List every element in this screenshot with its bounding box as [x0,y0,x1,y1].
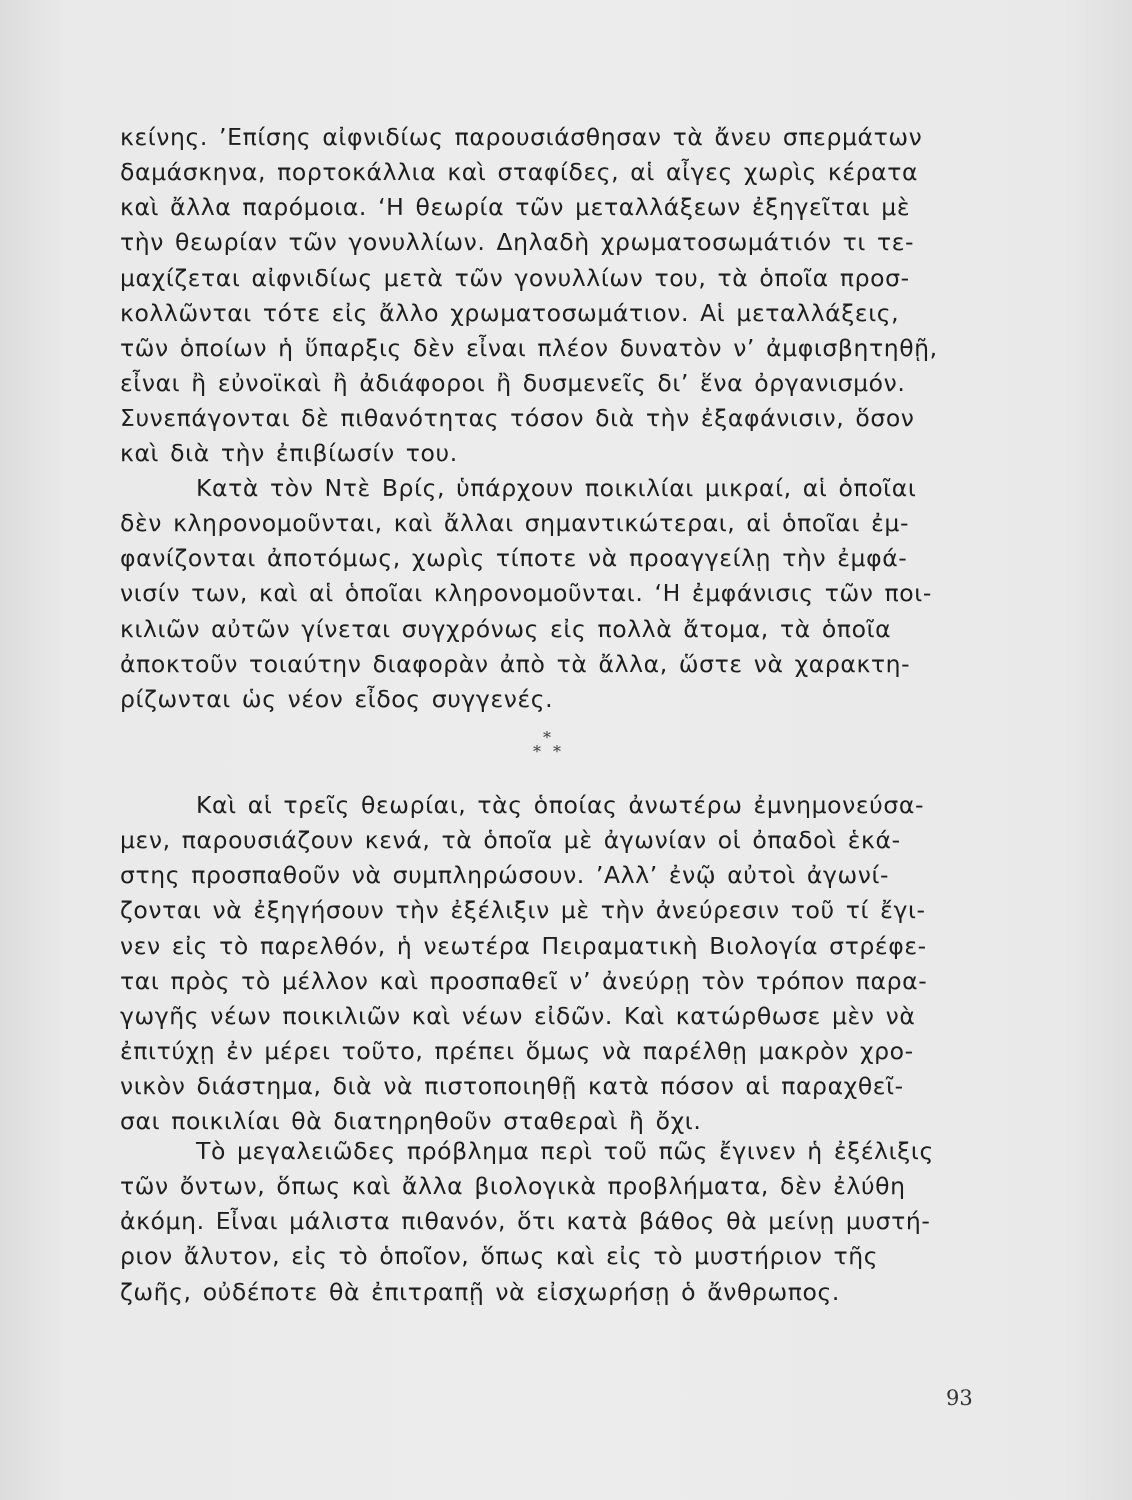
text-line: Τὸ μεγαλειῶδες πρόβλημα περὶ τοῦ πῶς ἔγινεν ἡ ἐξέλιξις [196,1137,934,1165]
text-line: γωγῆς νέων ποικιλιῶν καὶ νέων εἰδῶν. Καὶ κατώρθωσε μὲν νὰ [120,1002,916,1030]
asterisk-left: * [533,742,541,761]
text-line: καὶ διὰ τὴν ἐπιβίωσίν του. [120,439,458,467]
text-line: ζωῆς, οὐδέποτε θὰ ἐπιτραπῇ νὰ εἰσχωρήσῃ ὁ ἄνθρωπος. [120,1278,840,1306]
asterisk-right: * [553,742,561,761]
text-line: ται πρὸς τὸ μέλλον καὶ προσπαθεῖ ν’ ἀνεύρῃ τὸν τρόπον παρα- [120,967,928,995]
text-line: ἐπιτύχῃ ἐν μέρει τοῦτο, πρέπει ὅμως νὰ παρέλθῃ μακρὸν χρο- [120,1037,914,1065]
text-line: νικὸν διάστημα, διὰ νὰ πιστοποιηθῇ κατὰ πόσον αἱ παραχθεῖ- [120,1072,904,1100]
text-line: Καὶ αἱ τρεῖς θεωρίαι, τὰς ὁποίας ἀνωτέρω ἐμνημονεύσα- [196,791,925,819]
asterisk-top: * [543,728,551,747]
text-line: μαχίζεται αἰφνιδίως μετὰ τῶν γονυλλίων του, τὰ ὁποῖα προσ- [120,264,910,292]
text-line: ριον ἄλυτον, εἰς τὸ ὁποῖον, ὅπως καὶ εἰς τὸ μυστήριον τῆς [120,1242,879,1270]
text-line: καὶ ἄλλα παρόμοια. ‘Η θεωρία τῶν μεταλλάξεων ἐξηγεῖται μὲ [120,193,911,221]
text-line: ζονται νὰ ἐξηγήσουν τὴν ἐξέλιξιν μὲ τὴν ἀνεύρεσιν τοῦ τί ἔγι- [120,896,926,924]
text-line: μεν, παρουσιάζουν κενά, τὰ ὁποῖα μὲ ἀγωνίαν οἱ ὀπαδοὶ ἑκά- [120,826,901,854]
text-line: σαι ποικιλίαι θὰ διατηρηθοῦν σταθεραὶ ἢ ὄχι. [120,1107,702,1135]
page-number: 93 [946,1386,973,1410]
text-line: φανίζονται ἀποτόμως, χωρὶς τίποτε νὰ προαγγείλῃ τὴν ἐμφά- [120,544,908,572]
text-line: ἀκόμη. Εἶναι μάλιστα πιθανόν, ὅτι κατὰ βάθος θὰ μείνῃ μυστή- [120,1207,931,1235]
text-line: τῶν ὄντων, ὅπως καὶ ἄλλα βιολογικὰ προβλήματα, δὲν ἐλύθη [120,1172,906,1200]
text-line: δαμάσκηνα, πορτοκάλλια καὶ σταφίδες, αἱ αἶγες χωρὶς κέρατα [120,158,919,186]
section-asterism [525,728,585,768]
text-line: τὴν θεωρίαν τῶν γονυλλίων. Δηλαδὴ χρωματοσωμάτιόν τι τε- [120,228,915,256]
text-line: κιλιῶν αὐτῶν γίνεται συγχρόνως εἰς πολλὰ ἄτομα, τὰ ὁποῖα [120,615,892,643]
text-line: Κατὰ τὸν Ντὲ Βρίς, ὑπάρχουν ποικιλίαι μικραί, αἱ ὁποῖαι [196,474,917,502]
text-line: νισίν των, καὶ αἱ ὁποῖαι κληρονομοῦνται. ‘Η ἐμφάνισις τῶν ποι- [120,579,932,607]
text-line: ἀποκτοῦν τοιαύτην διαφορὰν ἀπὸ τὰ ἄλλα, ὥστε νὰ χαρακτη- [120,650,911,678]
text-line: κείνης. ’Επίσης αἰφνιδίως παρουσιάσθησαν τὰ ἄνευ σπερμάτων [120,123,923,151]
text-line: εἶναι ἢ εὐνοϊκαὶ ἢ ἀδιάφοροι ἢ δυσμενεῖς δι’ ἕνα ὀργανισμόν. [120,369,906,397]
text-line: Συνεπάγονται δὲ πιθανότητας τόσον διὰ τὴν ἐξαφάνισιν, ὅσον [120,404,915,432]
text-line: ρίζωνται ὡς νέον εἶδος συγγενές. [120,685,554,713]
text-line: κολλῶνται τότε εἰς ἄλλο χρωματοσωμάτιον. Αἱ μεταλλάξεις, [120,299,900,327]
text-line: δὲν κληρονομοῦνται, καὶ ἄλλαι σημαντικώτεραι, αἱ ὁποῖαι ἐμ- [120,509,910,537]
text-line: τῶν ὁποίων ἡ ὕπαρξις δὲν εἶναι πλέον δυνατὸν ν’ ἀμφισβητηθῇ, [120,334,938,362]
text-line: νεν εἰς τὸ παρελθόν, ἡ νεωτέρα Πειραματικὴ Βιολογία στρέφε- [120,932,927,960]
text-line: στης προσπαθοῦν νὰ συμπληρώσουν. ’Αλλ’ ἐνῷ αὐτοὶ ἀγωνί- [120,861,890,889]
